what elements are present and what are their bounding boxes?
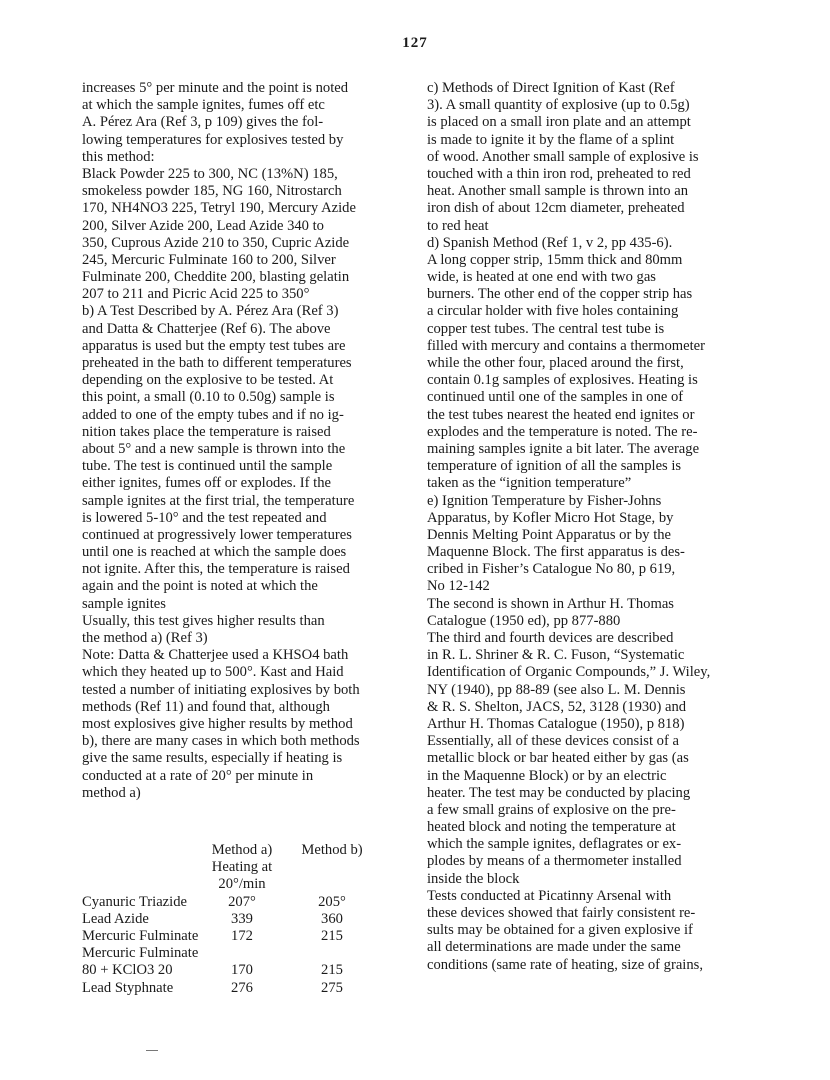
left-column-line: 200, Silver Azide 200, Lead Azide 340 to	[82, 217, 324, 234]
left-column	[82, 80, 398, 802]
right-column-line: c) Methods of Direct Ignition of Kast (Ref	[427, 80, 675, 96]
table-header-row-3	[82, 876, 382, 893]
right-column-line: conditions (same rate of heating, size of grains,	[427, 956, 703, 973]
left-column-line: about 5° and a new sample is thrown into the	[82, 440, 346, 457]
left-column-line: either ignites, fumes off or explodes. If the	[82, 475, 331, 492]
row-method-b: 215	[321, 962, 343, 979]
row-method-a: 170	[231, 962, 253, 979]
left-column-line: is lowered 5-10° and the test repeated and	[82, 509, 327, 526]
right-column-line: cribed in Fisher’s Catalogue No 80, p 619,	[427, 561, 676, 578]
right-column-line: copper test tubes. The central test tube is	[427, 320, 665, 337]
left-column-line: which they heated up to 500°. Kast and Haid	[82, 664, 344, 681]
left-column-line: most explosives give higher results by method	[82, 715, 353, 732]
left-column-line: nition takes place the temperature is raised	[82, 423, 331, 440]
left-column-line: Usually, this test gives higher results than	[82, 612, 325, 629]
table-row	[82, 945, 382, 962]
right-column-line: Arthur H. Thomas Catalogue (1950), p 818)	[427, 715, 685, 732]
right-column-line: NY (1940), pp 88-89 (see also L. M. Dennis	[427, 681, 686, 698]
left-column-line: continued at progressively lower temperatures	[82, 526, 352, 543]
right-column-line: 3). A small quantity of explosive (up to 0.5g)	[427, 97, 690, 114]
row-method-b: 275	[321, 979, 343, 996]
left-column-line: tube. The test is continued until the sample	[82, 458, 333, 475]
left-column-line: again and the point is noted at which the	[82, 578, 318, 595]
left-column-line: conducted at a rate of 20° per minute in	[82, 767, 314, 784]
row-method-a: 339	[231, 910, 253, 927]
left-column-line: increases 5° per minute and the point is noted	[82, 80, 349, 96]
right-column-line: to red heat	[427, 217, 489, 234]
left-column-line: sample ignites at the first trial, the temperature	[82, 492, 355, 509]
right-column-line: Essentially, all of these devices consist of a	[427, 733, 679, 750]
left-column-line: b) A Test Described by A. Pérez Ara (Ref 3)	[82, 303, 339, 320]
row-name: Cyanuric Triazide	[82, 893, 187, 910]
right-column-line: Maquenne Block. The first apparatus is des-	[427, 544, 685, 561]
left-column-line: not ignite. After this, the temperature is raised	[82, 561, 350, 578]
right-column-line: heat. Another small sample is thrown into an	[427, 183, 689, 200]
right-column-line: Apparatus, by Kofler Micro Hot Stage, by	[427, 509, 674, 526]
right-column-line: & R. S. Shelton, JACS, 52, 3128 (1930) and	[427, 698, 687, 715]
table-row	[82, 962, 382, 979]
left-column-line: sample ignites	[82, 595, 166, 612]
left-column-line: b), there are many cases in which both methods	[82, 733, 360, 750]
right-column-line: explodes and the temperature is noted. The re-	[427, 423, 698, 440]
page-mark	[146, 1050, 158, 1051]
row-method-a: 276	[231, 979, 253, 996]
header-method-a-line-2: Heating at	[211, 859, 273, 876]
left-column-line: depending on the explosive to be tested. At	[82, 372, 334, 389]
row-method-a: 207°	[228, 893, 256, 910]
right-column-line: Tests conducted at Picatinny Arsenal with	[427, 887, 672, 904]
right-column-line: all determinations are made under the same	[427, 939, 681, 956]
right-column-line: in R. L. Shriner & R. C. Fuson, “Systematic	[427, 647, 685, 664]
left-column-line: until one is reached at which the sample does	[82, 544, 347, 561]
right-column-line: sults may be obtained for a given explosive if	[427, 922, 693, 939]
row-name: Mercuric Fulminate	[82, 945, 199, 962]
row-name: Mercuric Fulminate	[82, 927, 199, 944]
row-name: 80 + KClO3 20	[82, 962, 173, 979]
right-column-line: is placed on a small iron plate and an attempt	[427, 114, 691, 131]
right-column-line: heater. The test may be conducted by placing	[427, 784, 691, 801]
table-row	[82, 911, 382, 928]
left-column-line: the method a) (Ref 3)	[82, 630, 208, 646]
right-column-line: Catalogue (1950 ed), pp 877-880	[427, 612, 621, 629]
right-column-line: filled with mercury and contains a thermometer	[427, 337, 705, 354]
table-row	[82, 894, 382, 911]
right-column-line: continued until one of the samples in one of	[427, 389, 684, 406]
left-column-line: 350, Cuprous Azide 210 to 350, Cupric Azide	[82, 234, 350, 251]
left-column-line: added to one of the empty tubes and if no ig-	[82, 406, 344, 423]
table-header-row-2	[82, 859, 382, 876]
right-column-line: burners. The other end of the copper strip has	[427, 286, 693, 303]
right-column-line: temperature of ignition of all the samples is	[427, 458, 682, 475]
left-column-line: apparatus is used but the empty test tubes are	[82, 337, 346, 354]
row-method-b: 215	[321, 927, 343, 944]
left-column-line: Black Powder 225 to 300, NC (13%N) 185,	[82, 165, 338, 182]
right-column-line: The third and fourth devices are described	[427, 630, 674, 646]
right-column-line: plodes by means of a thermometer installed	[427, 853, 682, 870]
left-column-line: preheated in the bath to different temperatures	[82, 355, 352, 371]
left-column-line: lowing temperatures for explosives tested by	[82, 131, 344, 148]
right-column-line: iron dish of about 12cm diameter, preheated	[427, 200, 685, 217]
right-column-line: maining samples ignite a bit later. The average	[427, 440, 700, 457]
left-column-line: at which the sample ignites, fumes off etc	[82, 97, 325, 114]
right-column-line: these devices showed that fairly consistent re-	[427, 905, 696, 921]
left-column-line: method a)	[82, 784, 141, 801]
row-method-b: 205°	[318, 893, 346, 910]
left-column-line: this method:	[82, 148, 155, 165]
right-column-line: heated block and noting the temperature at	[427, 819, 676, 836]
right-column-line: d) Spanish Method (Ref 1, v 2, pp 435-6).	[427, 234, 673, 251]
right-column-line: is made to ignite it by the flame of a splint	[427, 131, 675, 148]
header-method-b: Method b)	[301, 842, 363, 858]
left-column-line: 207 to 211 and Picric Acid 225 to 350°	[82, 286, 310, 303]
right-column	[427, 80, 731, 974]
right-column-line: of wood. Another small sample of explosive is	[427, 148, 699, 165]
table-row	[82, 928, 382, 945]
right-column-line: wide, is heated at one end with two gas	[427, 269, 656, 286]
left-column-line: give the same results, especially if heating is	[82, 750, 343, 767]
left-column-line: smokeless powder 185, NG 160, Nitrostarch	[82, 183, 342, 200]
left-column-line: 170, NH4NO3 225, Tetryl 190, Mercury Azide	[82, 200, 356, 217]
right-column-line: a few small grains of explosive on the pre-	[427, 801, 676, 818]
left-column-line: A. Pérez Ara (Ref 3, p 109) gives the fol-	[82, 114, 324, 131]
ignition-temperature-table	[82, 842, 382, 997]
right-column-line: a circular holder with five holes containing	[427, 303, 679, 320]
row-name: Lead Azide	[82, 910, 149, 927]
right-column-line: A long copper strip, 15mm thick and 80mm	[427, 251, 683, 268]
table-body	[82, 894, 382, 997]
left-column-line: tested a number of initiating explosives by both	[82, 681, 360, 698]
right-column-line: inside the block	[427, 870, 520, 887]
row-method-b: 360	[321, 910, 343, 927]
right-column-line: the test tubes nearest the heated end ignites or	[427, 406, 695, 423]
left-column-line: methods (Ref 11) and found that, although	[82, 698, 330, 715]
right-column-line: No 12-142	[427, 578, 490, 595]
page-number: 127	[402, 35, 428, 51]
right-column-line: contain 0.1g samples of explosives. Heating is	[427, 372, 698, 389]
right-column-line: taken as the “ignition temperature”	[427, 475, 632, 492]
row-method-a: 172	[231, 927, 253, 944]
right-column-line: The second is shown in Arthur H. Thomas	[427, 595, 674, 612]
right-column-line: Identification of Organic Compounds,” J. Wiley,	[427, 664, 711, 681]
table-header-row-1	[82, 842, 382, 859]
right-column-line: metallic block or bar heated either by gas (as	[427, 750, 689, 767]
right-column-line: in the Maquenne Block) or by an electric	[427, 767, 667, 784]
left-column-line: and Datta & Chatterjee (Ref 6). The above	[82, 320, 331, 337]
table-row	[82, 980, 382, 997]
left-column-line: 245, Mercuric Fulminate 160 to 200, Silver	[82, 251, 336, 268]
right-column-line: e) Ignition Temperature by Fisher-Johns	[427, 492, 662, 509]
left-column-line: Fulminate 200, Cheddite 200, blasting gelatin	[82, 269, 350, 286]
row-name: Lead Styphnate	[82, 979, 174, 996]
right-column-line: touched with a thin iron rod, preheated to red	[427, 165, 691, 182]
left-column-line: this point, a small (0.10 to 0.50g) sample is	[82, 389, 335, 406]
right-column-line: Dennis Melting Point Apparatus or by the	[427, 526, 672, 543]
left-column-line: Note: Datta & Chatterjee used a KHSO4 bath	[82, 647, 349, 664]
header-method-a-line-3: 20°/min	[218, 876, 266, 893]
header-method-a-line-1: Method a)	[211, 842, 273, 858]
right-column-line: which the sample ignites, deflagrates or ex-	[427, 836, 682, 853]
right-column-line: while the other four, placed around the first,	[427, 355, 684, 371]
